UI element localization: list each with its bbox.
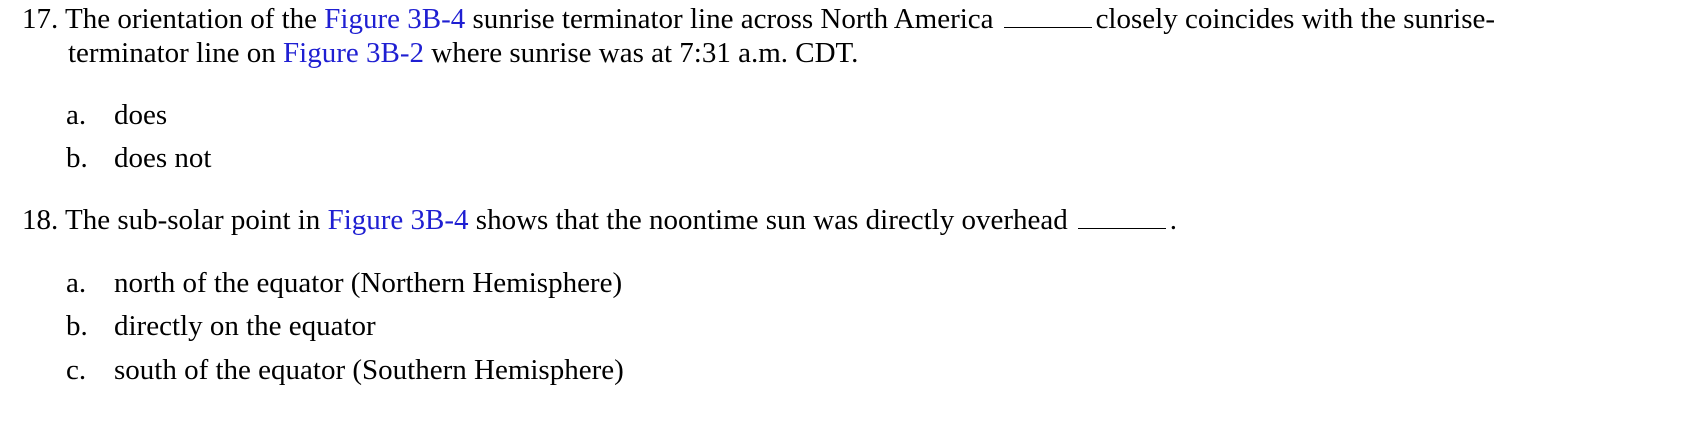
option-text: does (114, 99, 168, 131)
figure-3b-4-link[interactable]: Figure 3B-4 (324, 3, 466, 35)
question-text: where sunrise was at 7:31 a.m. CDT. (431, 37, 859, 69)
answer-blank (1078, 206, 1166, 229)
option-18b[interactable] (66, 309, 376, 343)
option-letter: b. (66, 142, 88, 174)
question-text: The orientation of the (64, 3, 318, 35)
option-18a[interactable] (66, 266, 622, 300)
question-number: 18. (22, 204, 59, 236)
option-letter: a. (66, 99, 87, 131)
question-text: . (1169, 204, 1177, 236)
question-17 (22, 2, 1706, 70)
option-text: north of the equator (Northern Hemisphere) (114, 267, 623, 299)
question-18 (22, 203, 1706, 237)
option-17b[interactable] (66, 141, 211, 175)
option-text: does not (114, 142, 212, 174)
option-text: south of the equator (Southern Hemisphere) (114, 354, 624, 386)
option-letter: b. (66, 310, 88, 342)
answer-blank (1004, 5, 1092, 28)
question-17-line-1 (22, 2, 1706, 36)
question-text: closely coincides with the sunrise- (1095, 3, 1496, 35)
figure-3b-4-link[interactable]: Figure 3B-4 (327, 204, 469, 236)
question-number: 17. (22, 3, 59, 35)
option-letter: a. (66, 267, 87, 299)
option-text: directly on the equator (114, 310, 376, 342)
question-17-line-2 (22, 36, 1706, 70)
question-text: The sub-solar point in (64, 204, 321, 236)
question-18-line-1 (22, 203, 1706, 237)
figure-3b-2-link[interactable]: Figure 3B-2 (283, 37, 424, 69)
option-letter: c. (66, 354, 87, 386)
option-17a[interactable] (66, 98, 167, 132)
question-text: shows that the noontime sun was directly overhead (475, 204, 1068, 236)
question-text: terminator line on (68, 37, 276, 69)
question-text: sunrise terminator line across North America (472, 3, 994, 35)
option-18c[interactable] (66, 353, 624, 387)
